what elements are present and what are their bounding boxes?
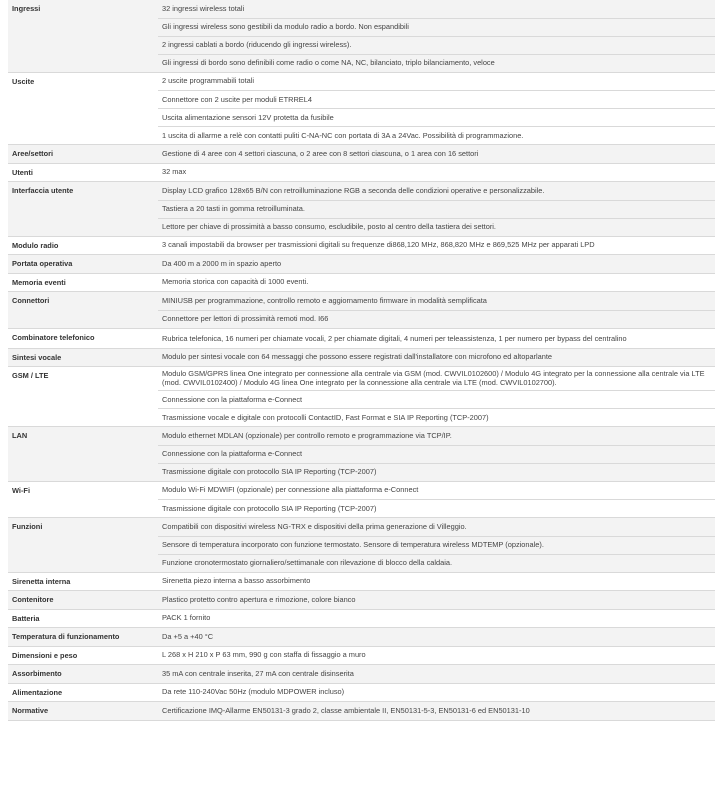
spec-row — [8, 427, 715, 482]
spec-row — [8, 702, 715, 721]
spec-row — [8, 518, 715, 573]
spec-values — [158, 610, 715, 628]
spec-row — [8, 628, 715, 647]
spec-values — [158, 329, 715, 348]
spec-row — [8, 349, 715, 368]
spec-value: Da 400 m a 2000 m in spazio aperto — [162, 258, 282, 268]
spec-value: Modulo ethernet MDLAN (opzionale) per controllo remoto e programmazione via TCP/IP. — [162, 430, 452, 440]
spec-value: Lettore per chiave di prossimità a basso consumo, escludibile, posto al centro della tastiera dei settori. — [158, 218, 715, 236]
spec-value: 1 uscita di allarme a relè con contatti puliti C-NA-NC con portata di 3A a 24Vac. Possibilità di programmazione. — [158, 126, 715, 144]
spec-row — [8, 482, 715, 519]
spec-label: Batteria — [12, 613, 40, 623]
spec-values — [158, 349, 715, 367]
spec-label: Sirenetta interna — [12, 576, 71, 586]
spec-label: Uscite — [12, 76, 35, 86]
spec-label: Temperatura di funzionamento — [12, 632, 120, 642]
spec-value: Uscita alimentazione sensori 12V protetta da fusibile — [158, 108, 715, 126]
spec-value: Da rete 110-240Vac 50Hz (modulo MDPOWER incluso) — [162, 687, 345, 697]
spec-value: MINIUSB per programmazione, controllo remoto e aggiornamento firmware in modalità semplificata — [162, 295, 487, 305]
spec-values — [158, 0, 715, 72]
spec-value: L 268 x H 210 x P 63 mm, 990 g con staffa di fissaggio a muro — [162, 650, 366, 660]
spec-table — [8, 0, 715, 721]
spec-label: Combinatore telefonico — [12, 332, 95, 342]
spec-row — [8, 292, 715, 329]
spec-value: Gestione di 4 aree con 4 settori ciascuna, o 2 aree con 8 settori ciascuna, o 1 area con 16 settori — [162, 148, 479, 158]
spec-values — [158, 73, 715, 145]
spec-label: GSM / LTE — [12, 371, 49, 380]
spec-label: Wi-Fi — [12, 485, 30, 495]
spec-value: Trasmissione vocale e digitale con protocolli ContactID, Fast Format e SIA IP Reporting (TCP-2007) — [158, 408, 715, 426]
spec-value: Gli ingressi wireless sono gestibili da modulo radio a bordo. Non espandibili — [158, 18, 715, 36]
spec-row — [8, 237, 715, 256]
spec-value: Modulo Wi-Fi MDWIFI (opzionale) per connessione alla piattaforma e-Connect — [162, 485, 419, 495]
spec-value: Trasmissione digitale con protocollo SIA IP Reporting (TCP-2007) — [158, 499, 715, 517]
spec-label: Funzioni — [12, 522, 43, 532]
spec-values — [158, 427, 715, 481]
spec-value: Connettore con 2 uscite per moduli ETRREL4 — [158, 90, 715, 108]
spec-value: Modulo GSM/GPRS linea One integrato per connessione alla centrale via GSM (mod. CWVIL0102600) / Modulo 4G integrato per la connessione alla centrale via LTE (mod. CWVIL0102400) / Modulo 4G linea One integrato per la connessione alla centrale via LTE (mod. CWVIL0102700). — [162, 369, 705, 388]
spec-value: Sirenetta piezo interna a basso assorbimento — [162, 576, 311, 586]
spec-row — [8, 164, 715, 183]
spec-label: Memoria eventi — [12, 277, 66, 287]
spec-row — [8, 665, 715, 684]
spec-values — [158, 573, 715, 591]
spec-values — [158, 684, 715, 702]
spec-values — [158, 591, 715, 609]
spec-value: Connessione con la piattaforma e-Connect — [158, 390, 715, 408]
spec-value: PACK 1 fornito — [162, 613, 211, 623]
spec-row — [8, 573, 715, 592]
spec-label: Contenitore — [12, 595, 54, 605]
spec-label: Ingressi — [12, 4, 41, 13]
spec-label: LAN — [12, 431, 28, 441]
spec-label: Connettori — [12, 296, 50, 305]
spec-row — [8, 274, 715, 293]
spec-value: 35 mA con centrale inserita, 27 mA con centrale disinserita — [162, 668, 354, 678]
spec-values — [158, 182, 715, 236]
spec-value: Da +5 a +40 °C — [162, 631, 214, 641]
spec-value: Modulo per sintesi vocale con 64 messaggi che possono essere registrati dall'installatore con microfono ed altoparlante — [162, 352, 553, 361]
spec-values — [158, 367, 715, 426]
spec-value: Memoria storica con capacità di 1000 eventi. — [162, 277, 309, 286]
spec-label: Sintesi vocale — [12, 352, 62, 362]
spec-values — [158, 255, 715, 273]
spec-value: 32 max — [162, 167, 187, 176]
spec-row — [8, 329, 715, 349]
spec-row — [8, 0, 715, 73]
spec-values — [158, 145, 715, 163]
spec-values — [158, 164, 715, 182]
spec-row — [8, 145, 715, 164]
spec-values — [158, 628, 715, 646]
spec-label: Normative — [12, 706, 49, 716]
spec-values — [158, 665, 715, 683]
spec-value: Funzione cronotermostato giornaliero/settimanale con rilevazione di blocco della caldaia. — [158, 554, 715, 572]
spec-row — [8, 591, 715, 610]
spec-values — [158, 518, 715, 572]
spec-value: Gli ingressi di bordo sono definibili come radio o come NA, NC, bilanciato, triplo bilanciamento, veloce — [158, 54, 715, 72]
spec-values — [158, 647, 715, 665]
spec-value: Sensore di temperatura incorporato con funzione termostato. Sensore di temperatura wireless MDTEMP (opzionale). — [158, 536, 715, 554]
spec-value: Tastiera a 20 tasti in gomma retroilluminata. — [158, 200, 715, 218]
spec-value: Certificazione IMQ-Allarme EN50131-3 grado 2, classe ambientale II, EN50131-5-3, EN50131-6 ed EN50131-10 — [162, 705, 530, 715]
spec-value: 2 uscite programmabili totali — [162, 76, 255, 85]
spec-label: Alimentazione — [12, 687, 63, 697]
spec-label: Utenti — [12, 167, 33, 177]
spec-label: Interfaccia utente — [12, 186, 74, 195]
spec-row — [8, 73, 715, 146]
spec-values — [158, 237, 715, 255]
spec-label: Modulo radio — [12, 240, 59, 250]
spec-label: Portata operativa — [12, 259, 73, 268]
spec-value: Compatibili con dispositivi wireless NG-TRX e dispositivi della prima generazione di Villeggio. — [162, 521, 467, 531]
spec-value: Connessione con la piattaforma e-Connect — [158, 445, 715, 463]
spec-values — [158, 482, 715, 518]
spec-value: Trasmissione digitale con protocollo SIA IP Reporting (TCP-2007) — [158, 463, 715, 481]
spec-value: Rubrica telefonica, 16 numeri per chiamate vocali, 2 per chiamate digitali, 4 numeri per teleassistenza, 1 per numero per bypass del centralino — [162, 333, 627, 343]
spec-value: 32 ingressi wireless totali — [162, 3, 245, 13]
spec-values — [158, 274, 715, 292]
spec-value: 2 ingressi cablati a bordo (riducendo gli ingressi wireless). — [158, 36, 715, 54]
spec-value: Display LCD grafico 128x65 B/N con retroilluminazione RGB a seconda delle condizioni operative e personalizzabile. — [162, 185, 545, 195]
spec-value: 3 canali impostabili da browser per trasmissioni digitali su frequenze di868,120 MHz, 868,820 MHz e 869,525 MHz per apparati LPD — [162, 240, 595, 249]
spec-row — [8, 367, 715, 427]
spec-value: Plastico protetto contro apertura e rimozione, colore bianco — [162, 594, 356, 604]
spec-row — [8, 610, 715, 629]
spec-row — [8, 647, 715, 666]
spec-row — [8, 182, 715, 237]
spec-label: Aree/settori — [12, 149, 54, 158]
spec-label: Dimensioni e peso — [12, 650, 78, 660]
spec-values — [158, 292, 715, 328]
spec-value: Connettore per lettori di prossimità remoti mod. I66 — [158, 310, 715, 328]
spec-label: Assorbimento — [12, 669, 62, 679]
spec-values — [158, 702, 715, 720]
spec-row — [8, 684, 715, 703]
spec-row — [8, 255, 715, 274]
